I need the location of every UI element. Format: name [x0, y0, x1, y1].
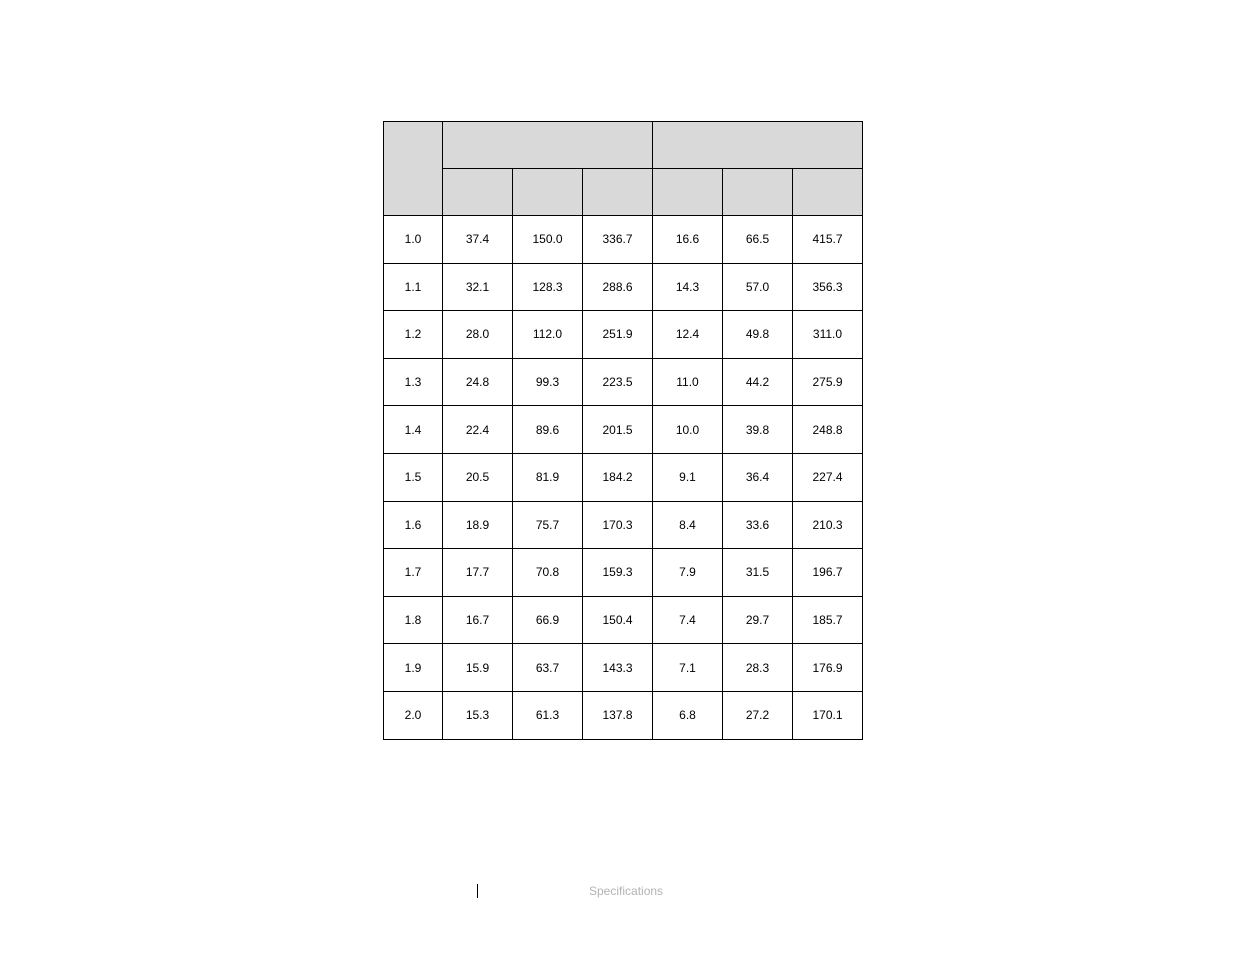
subcolumn-header [723, 169, 793, 216]
table-row [384, 644, 863, 692]
table-cell: 63.7 [513, 644, 583, 692]
row-label-cell: 1.7 [384, 549, 443, 597]
table-cell: 49.8 [723, 311, 793, 359]
table-cell: 7.9 [653, 549, 723, 597]
table-cell: 6.8 [653, 691, 723, 739]
table-cell: 356.3 [793, 263, 863, 311]
table-row [384, 406, 863, 454]
row-label-cell: 1.5 [384, 453, 443, 501]
table-cell: 15.9 [443, 644, 513, 692]
table-cell: 170.1 [793, 691, 863, 739]
table-cell: 9.1 [653, 453, 723, 501]
table-subheader-row [384, 169, 863, 216]
table-cell: 29.7 [723, 596, 793, 644]
table-cell: 128.3 [513, 263, 583, 311]
table-row [384, 596, 863, 644]
table-cell: 32.1 [443, 263, 513, 311]
table-cell: 223.5 [583, 358, 653, 406]
table-cell: 28.0 [443, 311, 513, 359]
table-cell: 61.3 [513, 691, 583, 739]
table-cell: 288.6 [583, 263, 653, 311]
footer-section-label: Specifications [589, 884, 664, 898]
table-cell: 28.3 [723, 644, 793, 692]
table-cell: 11.0 [653, 358, 723, 406]
subcolumn-header [583, 169, 653, 216]
table-cell: 18.9 [443, 501, 513, 549]
row-label-cell: 1.4 [384, 406, 443, 454]
table-cell: 14.3 [653, 263, 723, 311]
row-label-header [384, 122, 443, 216]
table-cell: 20.5 [443, 453, 513, 501]
table-cell: 7.4 [653, 596, 723, 644]
row-label-cell: 1.2 [384, 311, 443, 359]
table-body [384, 216, 863, 740]
subcolumn-header [793, 169, 863, 216]
table-cell: 16.7 [443, 596, 513, 644]
row-label-cell: 1.9 [384, 644, 443, 692]
table-cell: 184.2 [583, 453, 653, 501]
group-header-2 [653, 122, 863, 169]
table-cell: 57.0 [723, 263, 793, 311]
table-cell: 311.0 [793, 311, 863, 359]
table-cell: 251.9 [583, 311, 653, 359]
row-label-cell: 1.1 [384, 263, 443, 311]
group-header-1 [443, 122, 653, 169]
table-row [384, 691, 863, 739]
spec-table [383, 121, 863, 740]
subcolumn-header [443, 169, 513, 216]
table-cell: 150.4 [583, 596, 653, 644]
table-row [384, 549, 863, 597]
table-cell: 415.7 [793, 216, 863, 264]
table-cell: 8.4 [653, 501, 723, 549]
table-cell: 7.1 [653, 644, 723, 692]
table-cell: 12.4 [653, 311, 723, 359]
row-label-cell: 1.8 [384, 596, 443, 644]
table-cell: 44.2 [723, 358, 793, 406]
subcolumn-header [653, 169, 723, 216]
table-cell: 137.8 [583, 691, 653, 739]
table-cell: 31.5 [723, 549, 793, 597]
table-cell: 37.4 [443, 216, 513, 264]
table-row [384, 453, 863, 501]
table-cell: 70.8 [513, 549, 583, 597]
table-cell: 24.8 [443, 358, 513, 406]
table-cell: 75.7 [513, 501, 583, 549]
row-label-cell: 2.0 [384, 691, 443, 739]
table-cell: 201.5 [583, 406, 653, 454]
table-cell: 185.7 [793, 596, 863, 644]
table-row [384, 263, 863, 311]
table-cell: 176.9 [793, 644, 863, 692]
footer-divider [477, 884, 478, 898]
table-cell: 33.6 [723, 501, 793, 549]
table-cell: 143.3 [583, 644, 653, 692]
table-cell: 39.8 [723, 406, 793, 454]
table-cell: 17.7 [443, 549, 513, 597]
table-cell: 15.3 [443, 691, 513, 739]
table-cell: 150.0 [513, 216, 583, 264]
table-cell: 89.6 [513, 406, 583, 454]
table-header-row [384, 122, 863, 169]
table-cell: 196.7 [793, 549, 863, 597]
table-cell: 112.0 [513, 311, 583, 359]
table-cell: 66.9 [513, 596, 583, 644]
table-cell: 275.9 [793, 358, 863, 406]
row-label-cell: 1.6 [384, 501, 443, 549]
subcolumn-header [513, 169, 583, 216]
table-cell: 81.9 [513, 453, 583, 501]
table-cell: 336.7 [583, 216, 653, 264]
table-cell: 159.3 [583, 549, 653, 597]
table-cell: 227.4 [793, 453, 863, 501]
row-label-cell: 1.0 [384, 216, 443, 264]
table-row [384, 501, 863, 549]
table-row [384, 358, 863, 406]
row-label-cell: 1.3 [384, 358, 443, 406]
table-cell: 27.2 [723, 691, 793, 739]
table-row [384, 311, 863, 359]
table-cell: 170.3 [583, 501, 653, 549]
table-cell: 248.8 [793, 406, 863, 454]
table-cell: 66.5 [723, 216, 793, 264]
table-cell: 99.3 [513, 358, 583, 406]
table-cell: 16.6 [653, 216, 723, 264]
table-row [384, 216, 863, 264]
table-cell: 210.3 [793, 501, 863, 549]
table-cell: 22.4 [443, 406, 513, 454]
table-cell: 36.4 [723, 453, 793, 501]
table-cell: 10.0 [653, 406, 723, 454]
